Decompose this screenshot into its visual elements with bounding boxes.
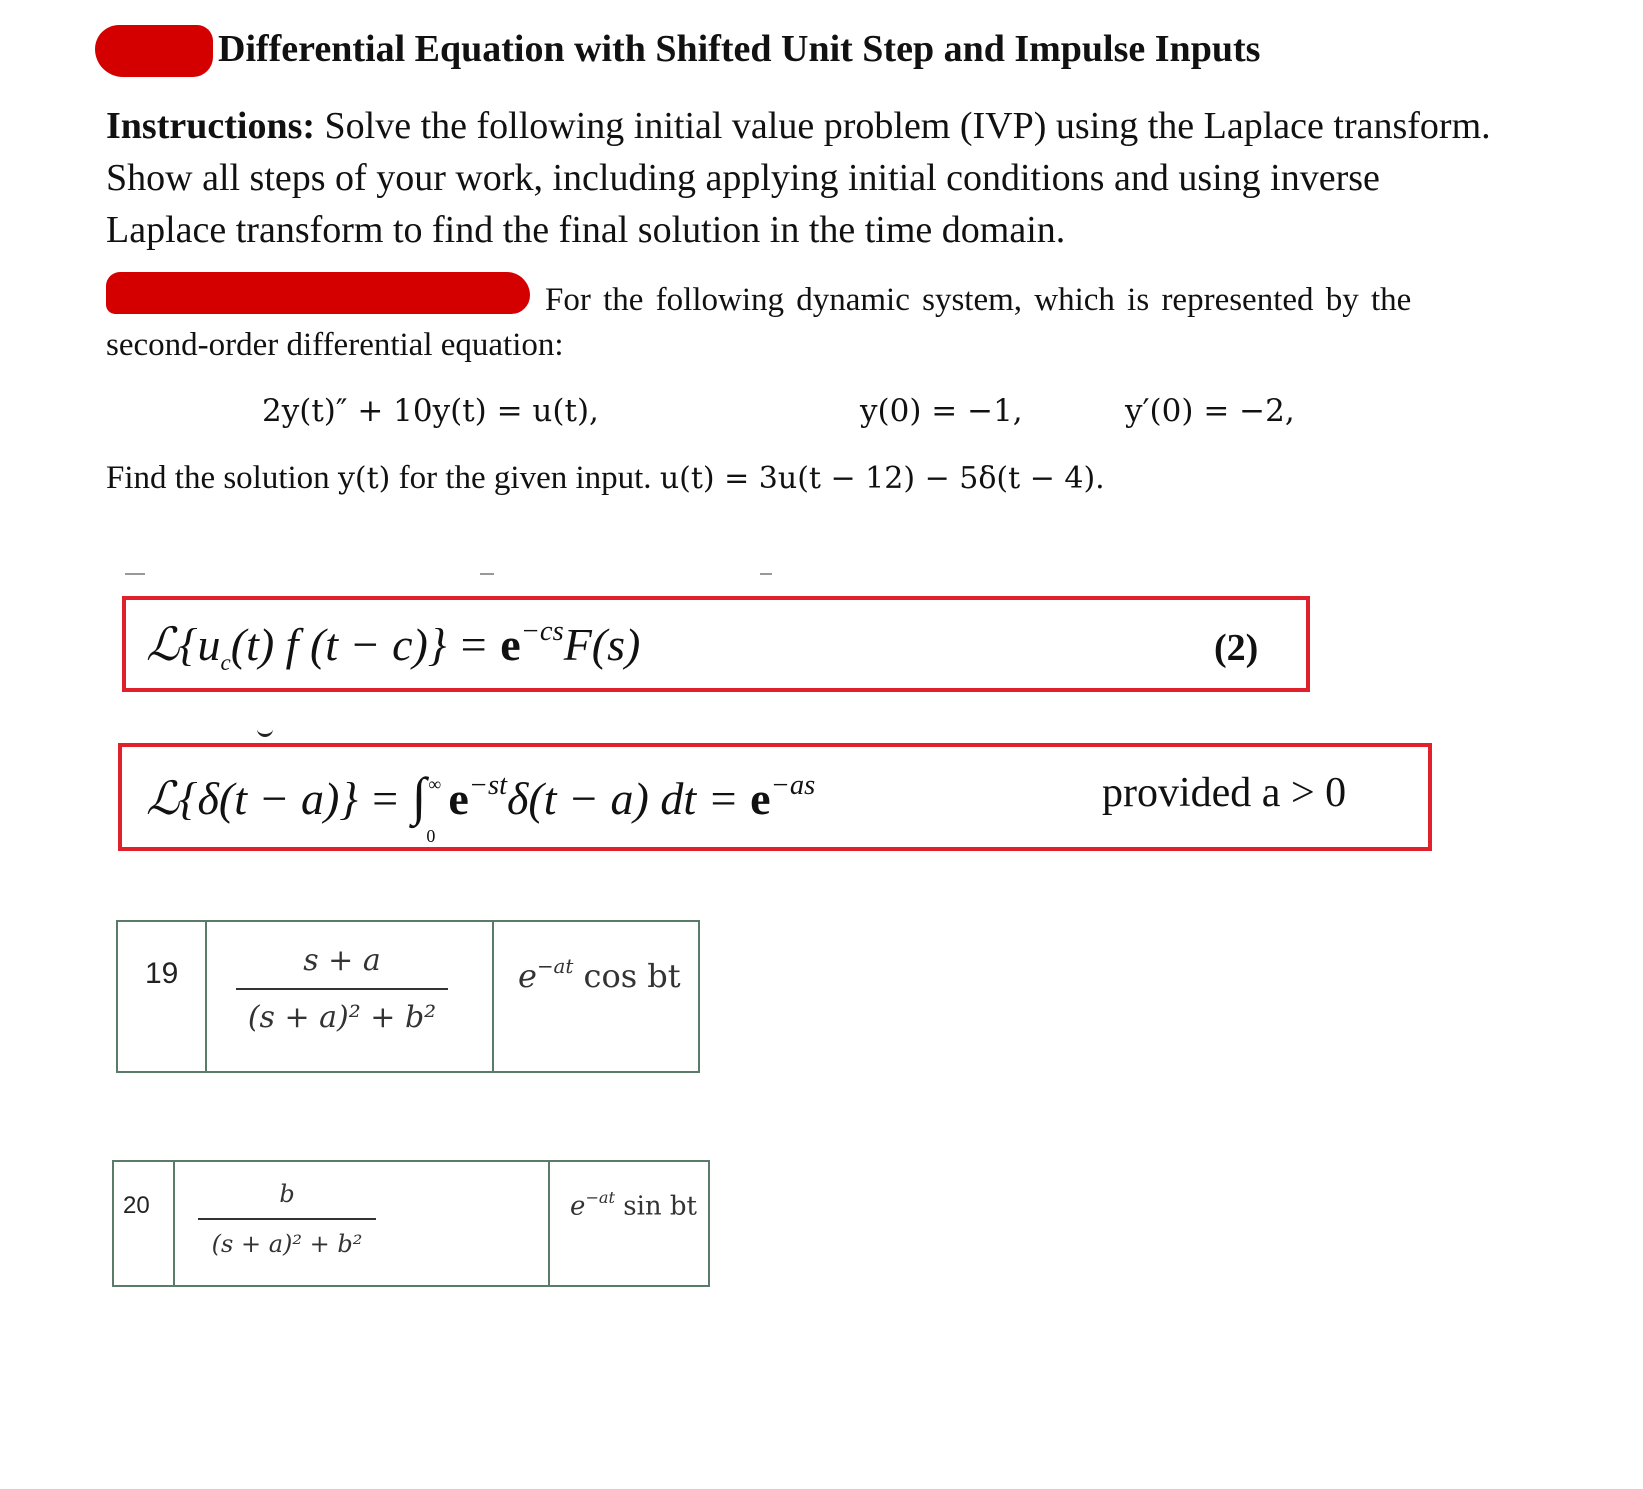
impulse-formula [146, 767, 816, 846]
table-border [116, 1071, 700, 1073]
shift-theorem-formula [146, 616, 640, 676]
shift-lhs-sub: c [220, 650, 231, 676]
table-border [698, 920, 700, 1073]
instructions-text: Solve the following initial value problem (IVP) using the Laplace transform. Show all steps of your work, including applying initial conditions and using inverse Laplace transform to find the final solution in the time domain. [106, 105, 1491, 251]
fraction-denominator: (s + a)² + b² [211, 1230, 363, 1258]
find-solution-line [106, 460, 1105, 497]
instructions [106, 100, 1506, 256]
shift-lhs-rest: (t) f (t − c)} = [230, 618, 501, 670]
problem-intro-line1: For the following dynamic system, which is represented by the [545, 282, 1412, 318]
table-border [112, 1160, 710, 1162]
shift-rhs-exponent: −cs [520, 616, 564, 647]
fraction-numerator: b [279, 1180, 295, 1208]
find-prefix: Find the solution [106, 460, 330, 496]
shift-rhs-tail: F(s) [563, 618, 641, 670]
differential-equation: 2y(t)″ + 10y(t) = u(t), [262, 393, 599, 429]
integrand-rest: δ(t − a) dt = [507, 773, 751, 824]
stray-mark [257, 729, 273, 737]
separator-dash [125, 573, 145, 575]
instructions-label: Instructions: [106, 105, 316, 147]
redaction-mark-title [95, 25, 213, 77]
integral-lower-limit: 0 [426, 826, 436, 846]
transform-function: cos bt [583, 956, 681, 995]
fraction-numerator: s + a [303, 943, 381, 978]
formula-box-impulse [118, 743, 1432, 851]
transform-e: e [518, 956, 537, 995]
fraction-bar [198, 1218, 376, 1220]
problem-intro-line2: second-order differential equation: [106, 327, 564, 363]
table-row-number: 19 [145, 957, 179, 990]
separator-dash [760, 573, 772, 575]
table-border [112, 1285, 710, 1287]
fraction-denominator: (s + a)² + b² [247, 1000, 437, 1035]
table-border [116, 920, 118, 1073]
table-border [492, 920, 494, 1073]
input-function: u(t) = 3u(t − 12) − 5δ(t − 4). [659, 461, 1105, 496]
impulse-condition: provided a > 0 [1102, 770, 1347, 816]
initial-condition-y: y(0) = −1, [860, 393, 1023, 429]
impulse-rhs-exponent: −as [770, 770, 816, 802]
equation-number: (2) [1214, 627, 1259, 669]
table-border [173, 1160, 175, 1287]
transform-exponent: −at [585, 1188, 615, 1207]
table-border [112, 1160, 114, 1287]
integral-upper-limit: ∞ [428, 774, 442, 794]
integrand-e: e [448, 773, 469, 824]
separator-dash [480, 573, 494, 575]
shift-lhs: ℒ{u [146, 618, 221, 670]
transform-exponent: −at [536, 955, 574, 978]
transform-result [570, 1188, 697, 1221]
table-border [708, 1160, 710, 1287]
table-row-number: 20 [123, 1192, 150, 1219]
table-border [548, 1160, 550, 1287]
transform-function: sin bt [623, 1191, 697, 1222]
transform-e: e [570, 1191, 586, 1222]
redaction-mark-problem-label [106, 272, 530, 314]
formula-box-shift-theorem [122, 596, 1310, 692]
initial-condition-yprime: y′(0) = −2, [1125, 393, 1295, 429]
integral-sign: ∫ [411, 768, 427, 826]
find-variable: y(t) [337, 461, 391, 496]
fraction-bar [236, 988, 448, 990]
integrand-exponent: −st [468, 770, 507, 802]
page-title: Differential Equation with Shifted Unit Step and Impulse Inputs [218, 28, 1261, 70]
table-border [116, 920, 700, 922]
impulse-lhs: ℒ{δ(t − a)} = [146, 773, 412, 824]
shift-rhs-e: e [500, 618, 521, 670]
table-border [205, 920, 207, 1073]
transform-result [518, 955, 681, 995]
find-mid: for the given input. [398, 460, 652, 496]
impulse-rhs-e: e [750, 773, 771, 824]
